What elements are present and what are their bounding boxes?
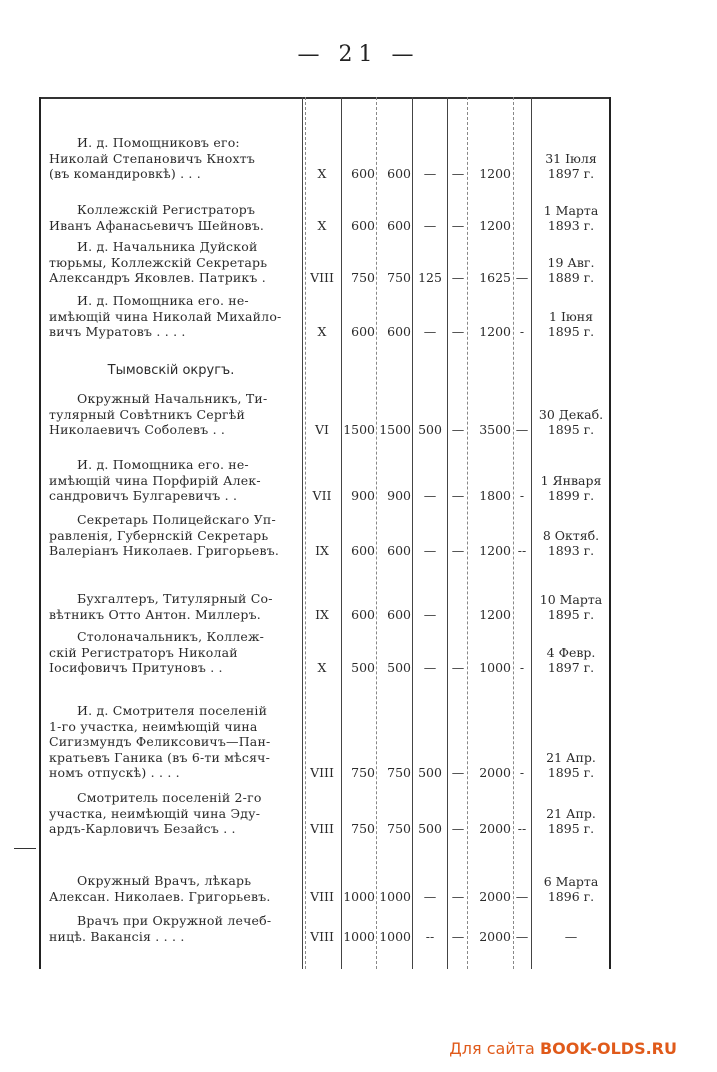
description-line: кратьевъ Ганика (въ 6-ти мѣсяч-	[49, 749, 271, 765]
description-line: И. д. Помощника его. не-	[77, 457, 249, 472]
cell-c3: —	[423, 888, 437, 904]
description-line: тулярный Совѣтникъ Сергѣй	[49, 406, 246, 422]
cell-c1: 750	[351, 765, 375, 780]
cell-rank: VIII	[310, 821, 334, 836]
cell-c4: —	[451, 821, 465, 836]
cell-rank: IX	[315, 606, 329, 622]
cell-c1: 600	[351, 324, 375, 339]
cell-c6: —	[515, 422, 529, 437]
description-line: Сигизмундъ Феликсовичъ—Пан-	[49, 734, 271, 749]
cell-c4: —	[451, 166, 465, 181]
cell-c2: 600	[387, 606, 411, 622]
appointment-date-day: 1 Января	[540, 473, 602, 488]
cell-c6: -	[519, 660, 525, 675]
cell-rank: X	[317, 166, 327, 181]
appointment-date-day: 21 Апр.	[546, 806, 596, 821]
description-line: Иванъ Афанасьевичъ Шейновъ.	[49, 217, 265, 233]
cell-c3: —	[423, 166, 437, 181]
cell-c6: --	[517, 821, 527, 836]
description-line: И. д. Смотрителя поселеній	[77, 703, 268, 718]
appointment-date-year: 1897 г.	[547, 660, 595, 675]
cell-c6: -	[519, 488, 525, 503]
position-description	[49, 457, 301, 504]
appointment-date-day: 10 Марта	[539, 591, 603, 607]
appointment-date-year: 1896 г.	[547, 888, 595, 904]
section-title: Тымовскій округъ.	[107, 363, 235, 378]
position-description	[49, 293, 301, 340]
appointment-date-year: 1889 г.	[547, 270, 595, 285]
cell-c6: -	[519, 765, 525, 780]
cell-c6: —	[515, 270, 529, 285]
cell-c1: 600	[351, 543, 375, 558]
cell-c5: 1200	[479, 217, 511, 233]
cell-rank: IX	[315, 543, 329, 558]
cell-rank: X	[317, 324, 327, 339]
cell-c1: 900	[351, 488, 375, 503]
cell-c2: 750	[387, 270, 411, 285]
cell-c6: —	[515, 928, 529, 944]
cell-c4: —	[451, 543, 465, 558]
position-description	[49, 512, 301, 559]
description-line: ардъ-Карловичъ Безайсъ . .	[49, 821, 236, 836]
appointment-date-day: 1 Марта	[543, 202, 599, 218]
cell-rank: VIII	[310, 928, 334, 944]
cell-c5: 1200	[479, 543, 511, 558]
description-line: имѣющій чина Николай Михайло-	[49, 308, 282, 324]
column-divider	[531, 97, 532, 969]
cell-c6: --	[517, 543, 527, 558]
description-line: равленія, Губернскій Секретарь	[49, 527, 269, 543]
cell-c1: 600	[351, 217, 375, 233]
description-line: имѣющій чина Порфирій Алек-	[49, 472, 261, 488]
appointment-date-year: 1895 г.	[547, 324, 595, 339]
cell-c1: 750	[351, 270, 375, 285]
description-line: Іосифовичъ Притуновъ . .	[49, 660, 223, 675]
cell-rank: X	[317, 217, 327, 233]
cell-c4: —	[451, 765, 465, 780]
cell-c2: 750	[387, 821, 411, 836]
description-line: Николай Степановичъ Кнохтъ	[49, 150, 255, 166]
appointment-date-year: 1897 г.	[547, 166, 595, 181]
appointment-date-day: —	[564, 928, 578, 944]
cell-c4: —	[451, 324, 465, 339]
position-description	[49, 913, 301, 944]
cell-c2: 600	[387, 324, 411, 339]
cell-c4: —	[451, 217, 465, 233]
cell-c6: —	[515, 888, 529, 904]
position-description	[49, 790, 301, 837]
position-description	[49, 703, 301, 781]
cell-c1: 1000	[343, 888, 375, 904]
cell-c6: -	[519, 324, 525, 339]
appointment-date-day: 31 Іюля	[545, 151, 597, 166]
cell-c3: —	[423, 543, 437, 558]
description-line: вичъ Муратовъ . . . .	[49, 324, 186, 339]
cell-c1: 750	[351, 821, 375, 836]
cell-c5: 1800	[479, 488, 511, 503]
cell-c4: —	[451, 928, 465, 944]
cell-rank: X	[317, 660, 327, 675]
cell-c5: 1625	[479, 270, 511, 285]
column-divider	[513, 97, 514, 969]
cell-c4: —	[451, 422, 465, 437]
cell-c3: 500	[418, 765, 442, 780]
cell-c4: —	[451, 488, 465, 503]
description-line: Алексан. Николаев. Григорьевъ.	[49, 888, 271, 904]
cell-c2: 600	[387, 217, 411, 233]
description-line: Окружный Начальникъ, Ти-	[77, 391, 268, 406]
description-line: И. д. Начальника Дуйской	[77, 239, 258, 254]
cell-c3: —	[423, 606, 437, 622]
cell-c1: 500	[351, 660, 375, 675]
cell-c3: —	[423, 217, 437, 233]
description-line: 1-го участка, неимѣющій чина	[49, 718, 258, 734]
cell-c3: —	[423, 488, 437, 503]
appointment-date-year: 1899 г.	[547, 488, 595, 503]
margin-mark	[14, 848, 36, 849]
appointment-date-day: 6 Марта	[543, 873, 599, 889]
page-number: — 21 —	[297, 42, 420, 67]
cell-c3: 500	[418, 422, 442, 437]
cell-rank: VIII	[310, 765, 334, 780]
position-description	[49, 202, 301, 233]
cell-c3: —	[423, 660, 437, 675]
description-line: сандровичъ Булгаревичъ . .	[49, 488, 238, 503]
appointment-date-day: 8 Октяб.	[542, 528, 600, 543]
cell-c1: 1500	[343, 422, 375, 437]
cell-rank: VIII	[310, 888, 334, 904]
description-line: Валеріанъ Николаев. Григорьевъ.	[49, 543, 280, 558]
description-line: Секретарь Полицейскаго Уп-	[77, 512, 276, 527]
appointment-date-day: 1 Іюня	[549, 309, 593, 324]
description-line: Бухгалтеръ, Титулярный Со-	[77, 591, 273, 606]
description-line: Александръ Яковлев. Патрикъ .	[49, 270, 266, 285]
description-line: И. д. Помощниковъ его:	[77, 135, 240, 150]
position-description	[49, 873, 301, 904]
position-description	[49, 239, 301, 286]
cell-c5: 1000	[479, 660, 511, 675]
watermark-prefix: Для сайта	[449, 1039, 540, 1058]
cell-c5: 1200	[479, 166, 511, 181]
cell-c2: 1000	[379, 888, 411, 904]
description-line: скій Регистраторъ Николай	[49, 644, 238, 660]
cell-c4: —	[451, 888, 465, 904]
cell-c3: 125	[418, 270, 442, 285]
cell-rank: VII	[312, 488, 332, 503]
watermark	[449, 1039, 677, 1058]
cell-c2: 500	[387, 660, 411, 675]
cell-c2: 750	[387, 765, 411, 780]
description-line: Врачъ при Окружной лечеб-	[77, 913, 272, 928]
appointment-date-year: 1893 г.	[547, 217, 595, 233]
position-description	[49, 629, 301, 676]
cell-c3: —	[423, 324, 437, 339]
cell-c5: 2000	[479, 888, 511, 904]
cell-c3: 500	[418, 821, 442, 836]
appointment-date-day: 4 Февр.	[546, 645, 596, 660]
cell-c3: --	[425, 928, 435, 944]
watermark-site: BOOK-OLDS.RU	[539, 1039, 677, 1058]
cell-c4: —	[451, 270, 465, 285]
description-line: Коллежскій Регистраторъ	[77, 202, 256, 217]
description-line: И. д. Помощника его. не-	[77, 293, 249, 308]
appointment-date-year: 1895 г.	[547, 821, 595, 836]
cell-c2: 600	[387, 166, 411, 181]
description-line: (въ командировкѣ) . . .	[49, 166, 201, 181]
cell-c5: 3500	[479, 422, 511, 437]
appointment-date-year: 1895 г.	[547, 606, 595, 622]
description-line: вѣтникъ Отто Антон. Миллеръ.	[49, 606, 261, 622]
description-line: Николаевичъ Соболевъ . .	[49, 422, 226, 437]
table-left-border	[39, 97, 41, 969]
position-description	[49, 135, 301, 182]
cell-c4: —	[451, 660, 465, 675]
description-line: номъ отпускѣ) . . . .	[49, 765, 180, 780]
appointment-date-year: 1895 г.	[547, 422, 595, 437]
cell-c2: 1500	[379, 422, 411, 437]
cell-rank: VI	[315, 422, 329, 437]
appointment-date-year: 1895 г.	[547, 765, 595, 780]
cell-rank: VIII	[310, 270, 334, 285]
cell-c5: 1200	[479, 606, 511, 622]
description-line: Смотритель поселеній 2-го	[77, 790, 262, 805]
cell-c2: 900	[387, 488, 411, 503]
cell-c2: 1000	[379, 928, 411, 944]
description-line: тюрьмы, Коллежскій Секретарь	[49, 254, 268, 270]
position-description	[49, 591, 301, 622]
description-line: ницѣ. Вакансія . . . .	[49, 928, 185, 944]
cell-c1: 600	[351, 606, 375, 622]
appointment-date-day: 19 Авг.	[547, 255, 595, 270]
description-line: Столоначальникъ, Коллеж-	[77, 629, 265, 644]
description-line: участка, неимѣющій чина Эду-	[49, 805, 261, 821]
table-top-border	[39, 97, 611, 99]
table-right-border	[609, 97, 611, 969]
appointment-date-year: 1893 г.	[547, 543, 595, 558]
cell-c5: 2000	[479, 765, 511, 780]
staff-table	[39, 97, 611, 969]
cell-c1: 1000	[343, 928, 375, 944]
cell-c1: 600	[351, 166, 375, 181]
cell-c2: 600	[387, 543, 411, 558]
position-description	[49, 391, 301, 438]
cell-c5: 1200	[479, 324, 511, 339]
cell-c5: 2000	[479, 821, 511, 836]
appointment-date-day: 21 Апр.	[546, 750, 596, 765]
cell-c5: 2000	[479, 928, 511, 944]
appointment-date-day: 30 Декаб.	[538, 407, 604, 422]
description-line: Окружный Врачъ, лѣкарь	[77, 873, 252, 888]
